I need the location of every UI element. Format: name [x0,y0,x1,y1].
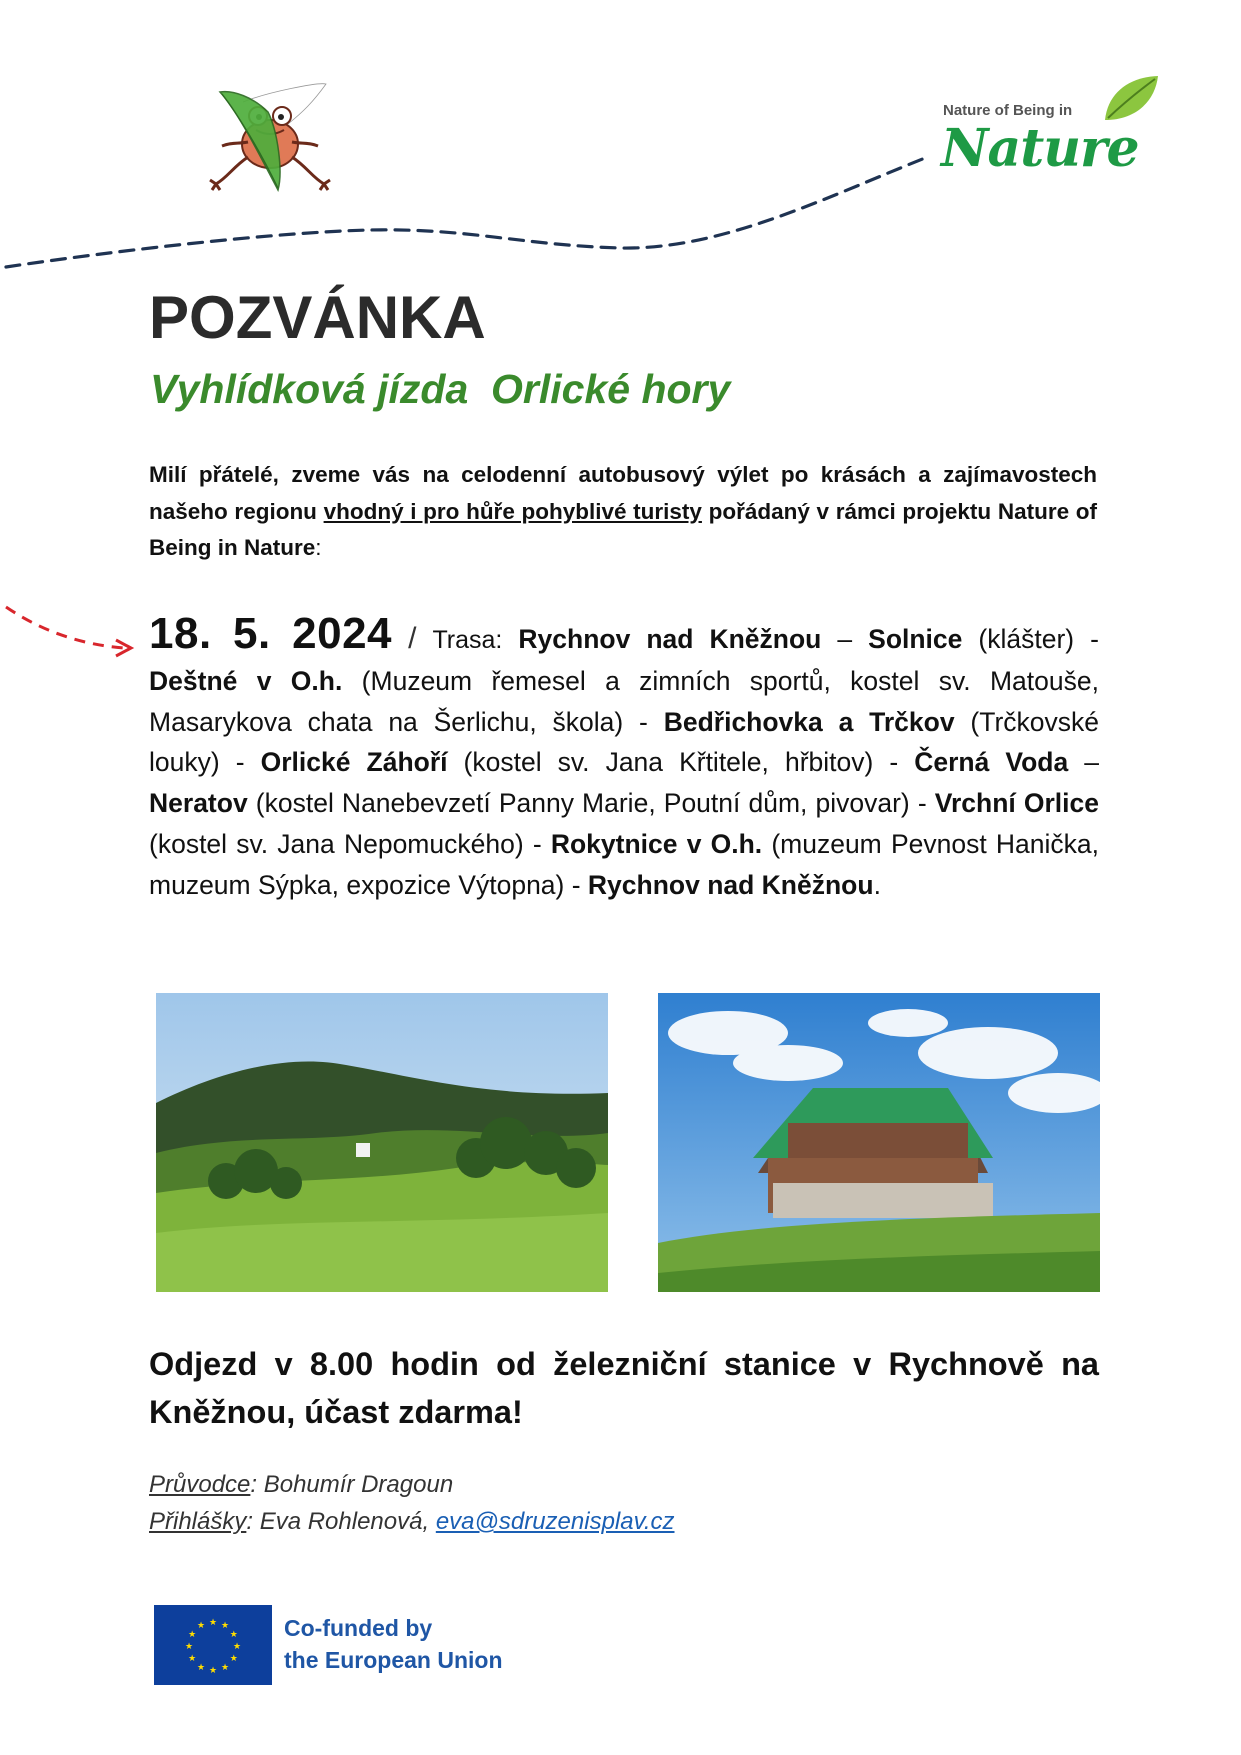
page-title: POZVÁNKA [149,284,486,351]
eu-star-icon: ★ [208,1617,218,1627]
eu-star-icon: ★ [196,1620,206,1631]
red-arrow-line [6,607,125,648]
logo-wordmark: Nature [941,118,1139,179]
route-stop: Solnice [868,624,963,654]
departure-info: Odjezd v 8.00 hodin od železniční stanice v Rychnově na Kněžnou, účast zdarma! [149,1346,1099,1430]
red-arrow-head [116,640,131,656]
eu-star-icon: ★ [188,1629,197,1639]
route-stop-note: – [1068,747,1099,778]
route-stop: Rychnov nad Kněžnou [518,624,822,654]
eu-star-icon: ★ [229,1653,238,1663]
logo-tagline: Nature of Being in [943,102,1073,119]
intro-part1: Milí přátelé, zveme vás na celodenní autobusový výlet po krásách a zajímavostech našeho regionu [149,462,1097,524]
eu-cofunded-badge [154,1605,534,1685]
photo-hills [156,993,608,1292]
eu-star-icon: ★ [188,1653,197,1663]
eu-star-icon: ★ [184,1641,194,1651]
route-stop: Černá Voda [914,747,1069,778]
route-stop-note: (muzeum Pevnost Hanička, muzeum Sýpka, expozice Výtopna) - [149,828,1099,900]
eu-star-icon: ★ [196,1661,206,1672]
photo-chalet [658,993,1100,1292]
eu-text [272,1612,503,1676]
route-stop-note: (kostel Nanebevzetí Panny Marie, Poutní dům, pivovar) - [247,788,935,819]
eu-flag-icon [154,1605,272,1685]
eu-line2: the European Union [284,1647,503,1673]
route-stop: Bedřichovka a Trčkov [663,706,955,737]
route-stop-note: (kostel sv. Jana Křtitele, hřbitov) - [447,747,915,778]
email-link[interactable]: eva@sdruzenisplav.cz [435,1508,675,1535]
signup-value: : Eva Rohlenová, [246,1508,436,1535]
route-stop: Neratov [149,788,248,819]
route-stop-note: (kostel sv. Jana Nepomuckého) - [149,828,551,859]
dashed-route-line [6,158,925,267]
eu-star-icon: ★ [232,1641,242,1651]
intro-colon: : [315,535,322,560]
eu-star-icon: ★ [220,1661,230,1672]
guide-value: : Bohumír Dragoun [250,1471,454,1498]
intro-underlined: vhodný i pro hůře pohyblivé turisty [323,498,702,524]
route-stop-note: – [821,624,869,654]
route-stop-note: (klášter) - [962,624,1099,654]
eu-line1: Co-funded by [284,1615,433,1641]
route-stop-note: (Trčkovské louky) - [149,706,1099,778]
route-stop: Deštné v O.h. [149,665,343,696]
page-subtitle: Vyhlídková jízda Orlické hory [150,366,731,412]
route-stop: Rokytnice v O.h. [550,828,763,859]
eu-star-icon: ★ [220,1620,230,1631]
date-separator: / [408,622,417,655]
route-stop: Vrchní Orlice [934,788,1099,819]
splav-frog-logo [208,72,338,197]
eu-star-icon: ★ [229,1629,238,1639]
route-stop-note: (Muzeum řemesel a zimních sportů, kostel sv. Matouše, Masarykova chata na Šerlichu, škola) - [149,665,1099,737]
intro-part2: pořádaný v rámci projektu Nature of Being in Nature [149,498,1097,560]
route-paragraph [149,609,1099,906]
guide-label: Průvodce [149,1471,251,1498]
trasa-label: Trasa: [432,626,503,654]
route-stop-note: . [873,869,881,900]
route-stop: Rychnov nad Kněžnou [587,869,874,900]
frog-icon [208,72,338,197]
nature-project-logo [935,72,1165,182]
route-stop: Orlické Záhoří [260,747,448,778]
guide-line [149,1471,453,1499]
eu-star-icon: ★ [208,1665,218,1675]
signup-label: Přihlášky [149,1508,247,1535]
signup-line [149,1508,675,1536]
trip-date: 18. 5. 2024 [149,609,393,658]
intro-paragraph [149,457,1097,567]
